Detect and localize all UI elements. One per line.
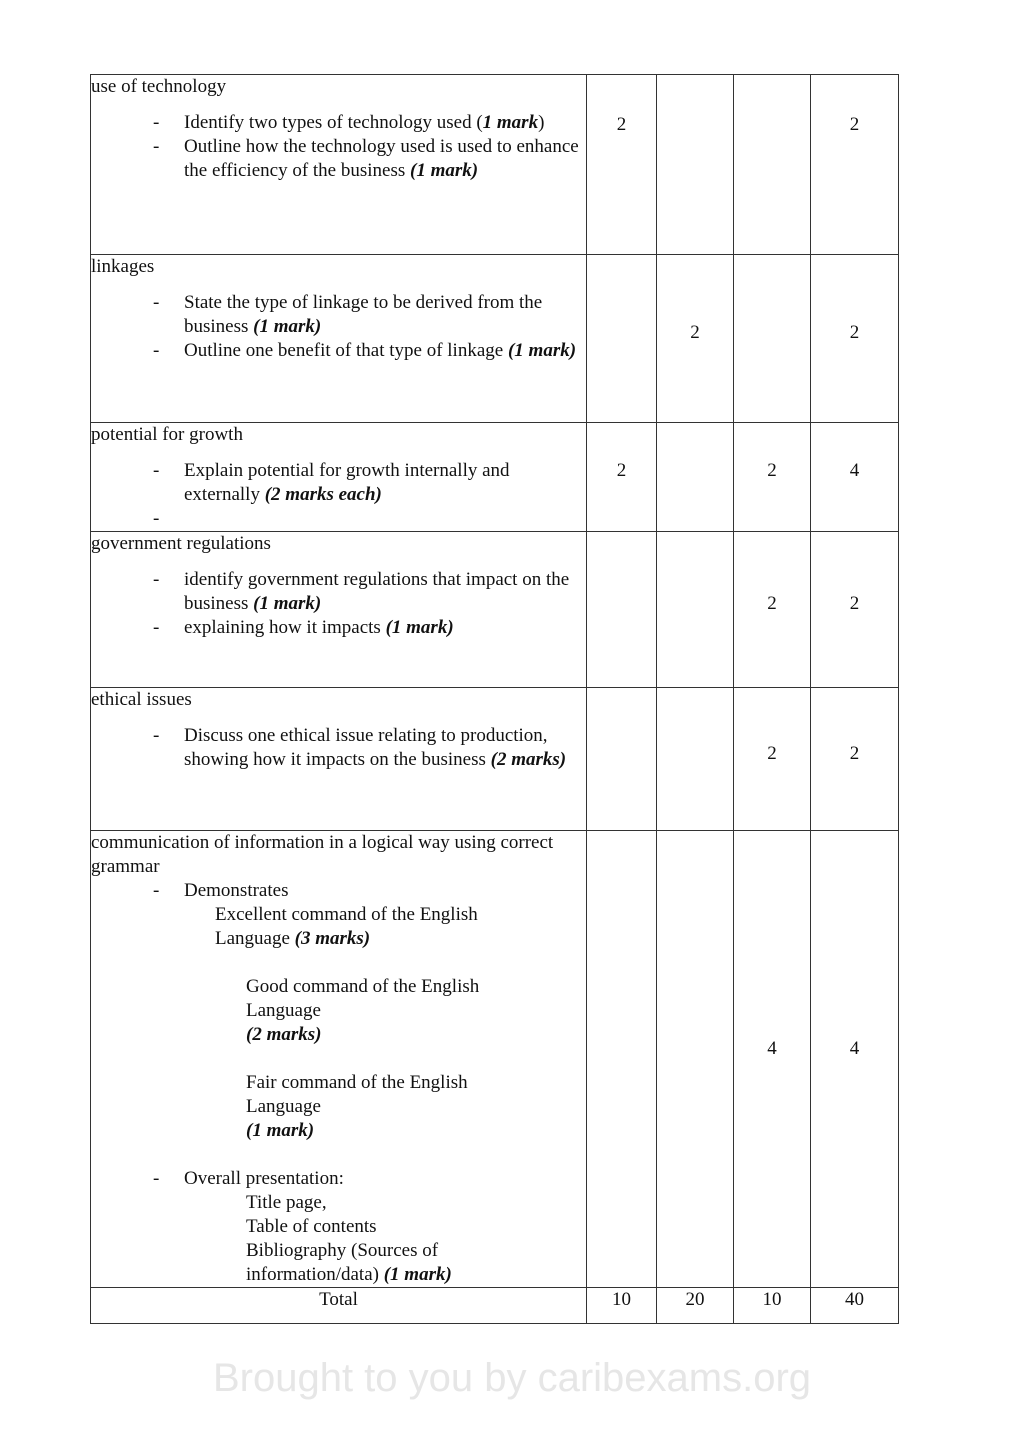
score-cell-3 — [734, 831, 811, 1288]
presentation-item: Table of contents — [246, 1216, 377, 1237]
total-cell-3: 10 — [734, 1288, 811, 1324]
score-value: 2 — [690, 322, 700, 343]
bullet-text: Discuss one ethical issue relating to production, showing how it impacts on the business — [184, 725, 548, 770]
presentation-item: Title page, — [246, 1192, 327, 1213]
grade-text: Fair command of the English Language — [246, 1072, 468, 1117]
list-item — [91, 724, 586, 772]
bullet-text — [184, 507, 586, 531]
item-text: Bibliography (Sources of information/data) — [246, 1240, 439, 1285]
list-item — [91, 507, 586, 531]
total-cell-grand: 40 — [811, 1288, 899, 1324]
bullet-dash: - — [153, 112, 160, 133]
table-row — [91, 255, 899, 423]
score-value: 2 — [616, 114, 627, 135]
bullet-text: Demonstrates — [184, 880, 289, 901]
bullet-text: Outline one benefit of that type of linkage — [184, 340, 508, 361]
totals-row — [91, 1288, 899, 1324]
bullet-dash: - — [153, 508, 160, 529]
score-value: 2 — [849, 322, 860, 343]
table-row — [91, 423, 899, 532]
score-cell-total — [811, 532, 899, 688]
mark-allocation: 1 mark — [482, 112, 539, 133]
list-item — [91, 291, 586, 339]
list-item — [91, 111, 586, 135]
score-cell-total — [811, 255, 899, 423]
score-value: 4 — [767, 1038, 777, 1059]
criterion-cell — [91, 75, 587, 255]
criterion-cell — [91, 831, 587, 1288]
bullet-text-after: ) — [538, 112, 545, 133]
list-item — [91, 616, 586, 640]
bullet-text: Overall presentation: — [184, 1168, 344, 1189]
bullet-dash: - — [153, 1168, 160, 1189]
mark-allocation: (2 marks each) — [264, 484, 382, 505]
score-cell-2 — [657, 688, 734, 831]
mark-allocation: (1 mark) — [253, 316, 322, 337]
score-value: 2 — [849, 743, 860, 764]
score-cell-2 — [657, 75, 734, 255]
criterion-title: potential for growth — [91, 424, 243, 445]
score-value: 2 — [767, 460, 777, 481]
bullet-dash: - — [153, 725, 160, 746]
grade-fair — [91, 1071, 586, 1143]
bullet-dash: - — [153, 617, 160, 638]
score-value: 2 — [849, 114, 860, 135]
score-value: 2 — [767, 743, 777, 764]
score-value: 2 — [849, 593, 860, 614]
score-cell-total — [811, 423, 899, 532]
bullet-text: Explain potential for growth internally and externally — [184, 460, 510, 505]
criterion-title: government regulations — [91, 533, 271, 554]
bullet-dash: - — [153, 460, 160, 481]
table-row — [91, 75, 899, 255]
table-row — [91, 831, 899, 1288]
score-cell-3 — [734, 255, 811, 423]
bullet-dash: - — [153, 880, 160, 901]
grade-good — [91, 975, 586, 1047]
mark-allocation: (3 marks) — [294, 928, 371, 949]
score-cell-2 — [657, 423, 734, 532]
list-item — [91, 568, 586, 616]
bullet-text: State the type of linkage to be derived from the business — [184, 292, 543, 337]
score-cell-3 — [734, 688, 811, 831]
score-cell-1 — [587, 532, 657, 688]
bullet-text: explaining how it impacts — [184, 617, 386, 638]
score-value: 2 — [616, 460, 627, 481]
presentation-item — [91, 1239, 586, 1287]
bullet-dash: - — [153, 292, 160, 313]
total-cell-2: 20 — [657, 1288, 734, 1324]
criterion-cell — [91, 255, 587, 423]
list-item — [91, 1167, 586, 1191]
score-cell-total — [811, 688, 899, 831]
score-value: 4 — [849, 460, 860, 481]
criterion-cell — [91, 423, 587, 532]
list-item — [91, 879, 586, 903]
bullet-text: identify government regulations that impact on the business — [184, 569, 570, 614]
mark-allocation: (1 mark) — [246, 1120, 315, 1141]
score-value: 4 — [849, 1038, 860, 1059]
criterion-cell — [91, 688, 587, 831]
score-cell-3 — [734, 75, 811, 255]
score-cell-2 — [657, 255, 734, 423]
grade-text: Good command of the English Language — [246, 976, 480, 1021]
mark-allocation: (2 marks) — [490, 749, 567, 770]
mark-allocation: (1 mark) — [410, 160, 479, 181]
bullet-text: Identify two types of technology used ( — [184, 112, 483, 133]
score-cell-3 — [734, 423, 811, 532]
total-label: Total — [91, 1288, 587, 1324]
total-cell-1: 10 — [587, 1288, 657, 1324]
grade-excellent — [91, 903, 586, 951]
score-cell-total — [811, 75, 899, 255]
bullet-dash: - — [153, 569, 160, 590]
mark-scheme-table — [90, 74, 899, 1324]
score-cell-1 — [587, 688, 657, 831]
criterion-title: communication of information in a logical way using correct grammar — [91, 832, 554, 877]
mark-allocation: (2 marks) — [246, 1024, 322, 1045]
table-row — [91, 688, 899, 831]
watermark: Brought to you by caribexams.org — [212, 1356, 812, 1400]
list-item — [91, 459, 586, 507]
score-cell-2 — [657, 831, 734, 1288]
list-item — [91, 135, 586, 183]
mark-allocation: (1 mark) — [507, 340, 577, 361]
criterion-title: ethical issues — [91, 689, 192, 710]
criterion-title: linkages — [91, 256, 155, 277]
score-cell-3 — [734, 532, 811, 688]
score-value: 2 — [767, 593, 777, 614]
criterion-title: use of technology — [91, 76, 227, 97]
mark-allocation: (1 mark) — [385, 617, 454, 638]
bullet-dash: - — [153, 340, 160, 361]
grade-text: Excellent command of the English Language — [215, 904, 478, 949]
bullet-text: Outline how the technology used is used to enhance the efficiency of the business — [184, 136, 579, 181]
score-cell-1 — [587, 75, 657, 255]
bullet-dash: - — [153, 136, 160, 157]
score-cell-total — [811, 831, 899, 1288]
score-cell-1 — [587, 831, 657, 1288]
score-cell-2 — [657, 532, 734, 688]
score-cell-1 — [587, 423, 657, 532]
table-row — [91, 532, 899, 688]
mark-allocation: (1 mark) — [383, 1264, 452, 1285]
score-cell-1 — [587, 255, 657, 423]
criterion-cell — [91, 532, 587, 688]
mark-allocation: (1 mark) — [253, 593, 322, 614]
list-item — [91, 339, 586, 363]
